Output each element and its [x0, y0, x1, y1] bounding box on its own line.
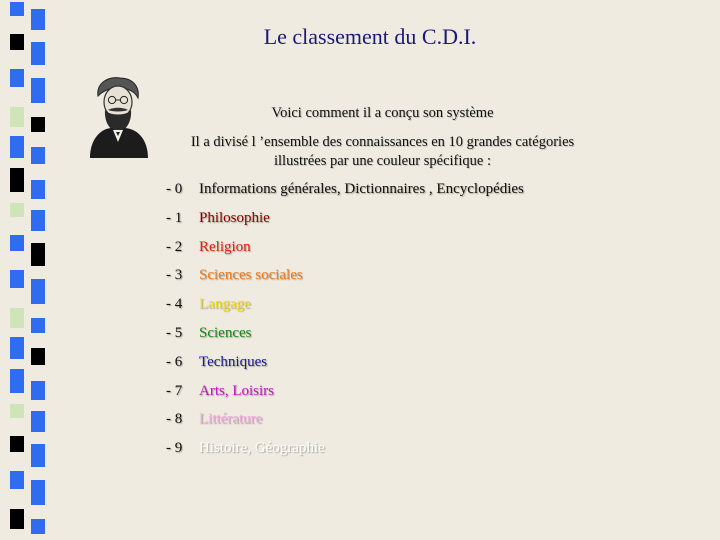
- category-number: - 9: [166, 440, 183, 457]
- category-label: Techniques: [199, 353, 268, 370]
- decorative-bar: [10, 436, 24, 452]
- category-label: Langage: [199, 296, 251, 313]
- portrait-illustration: [80, 72, 158, 158]
- page-title: Le classement du C.D.I.: [263, 24, 477, 49]
- decorative-bar: [31, 411, 45, 432]
- category-item: [166, 380, 274, 402]
- decorative-bar: [10, 2, 24, 16]
- category-number: - 7: [166, 382, 183, 399]
- decorative-bar: [31, 147, 45, 164]
- category-number: - 0: [166, 181, 183, 197]
- category-label: Sciences sociales: [199, 267, 303, 284]
- category-number: - 8: [166, 411, 183, 428]
- decorative-bar: [31, 279, 45, 304]
- decorative-bar: [10, 69, 24, 87]
- category-number: - 5: [166, 325, 183, 341]
- intro-line: Voici comment il a conçu son système: [271, 105, 494, 121]
- category-item: [166, 178, 524, 200]
- category-label: Informations générales, Dictionnaires , Encyclopédies: [199, 181, 524, 197]
- decorative-bar: [31, 243, 45, 266]
- category-label: Sciences: [199, 325, 252, 341]
- decorative-bar: [10, 369, 24, 393]
- category-number: - 2: [166, 238, 183, 255]
- decorative-bar: [31, 381, 45, 400]
- category-item: [166, 293, 251, 315]
- decorative-bar: [10, 337, 24, 359]
- decorative-bar: [10, 509, 24, 529]
- decorative-bar: [31, 210, 45, 231]
- category-item: [166, 408, 262, 430]
- decorative-bar: [31, 444, 45, 467]
- category-number: - 6: [166, 353, 183, 370]
- decorative-bar: [31, 348, 45, 365]
- category-label: Littérature: [199, 411, 263, 428]
- category-number: - 1: [166, 209, 183, 226]
- category-label: Histoire, Géographie: [199, 440, 325, 457]
- intro-paragraph: Il a divisé l ’ensemble des connaissances en 10 grandes catégories illustrées par une couleur spécifique :: [190, 134, 575, 169]
- category-label: Philosophie: [199, 209, 270, 226]
- decorative-bar: [10, 471, 24, 489]
- category-item: [166, 322, 251, 344]
- decorative-bar-strip: [0, 0, 60, 540]
- decorative-bar: [31, 318, 45, 333]
- decorative-bar: [10, 107, 24, 127]
- decorative-bar: [10, 270, 24, 288]
- decorative-bar: [10, 308, 24, 328]
- category-item: [166, 207, 270, 229]
- decorative-bar: [10, 235, 24, 251]
- category-label: Religion: [199, 238, 251, 255]
- category-number: - 4: [166, 296, 183, 313]
- category-item: [166, 437, 325, 459]
- category-item: [166, 351, 267, 373]
- category-item: [166, 236, 251, 258]
- decorative-bar: [31, 480, 45, 505]
- category-label: Arts, Loisirs: [199, 382, 274, 399]
- category-number: - 3: [166, 267, 183, 284]
- decorative-bar: [10, 404, 24, 418]
- decorative-bar: [31, 78, 45, 103]
- decorative-bar: [10, 203, 24, 217]
- decorative-bar: [31, 519, 45, 534]
- decorative-bar: [10, 168, 24, 192]
- decorative-bar: [31, 117, 45, 132]
- category-item: [166, 264, 303, 286]
- decorative-bar: [31, 180, 45, 199]
- decorative-bar: [10, 136, 24, 158]
